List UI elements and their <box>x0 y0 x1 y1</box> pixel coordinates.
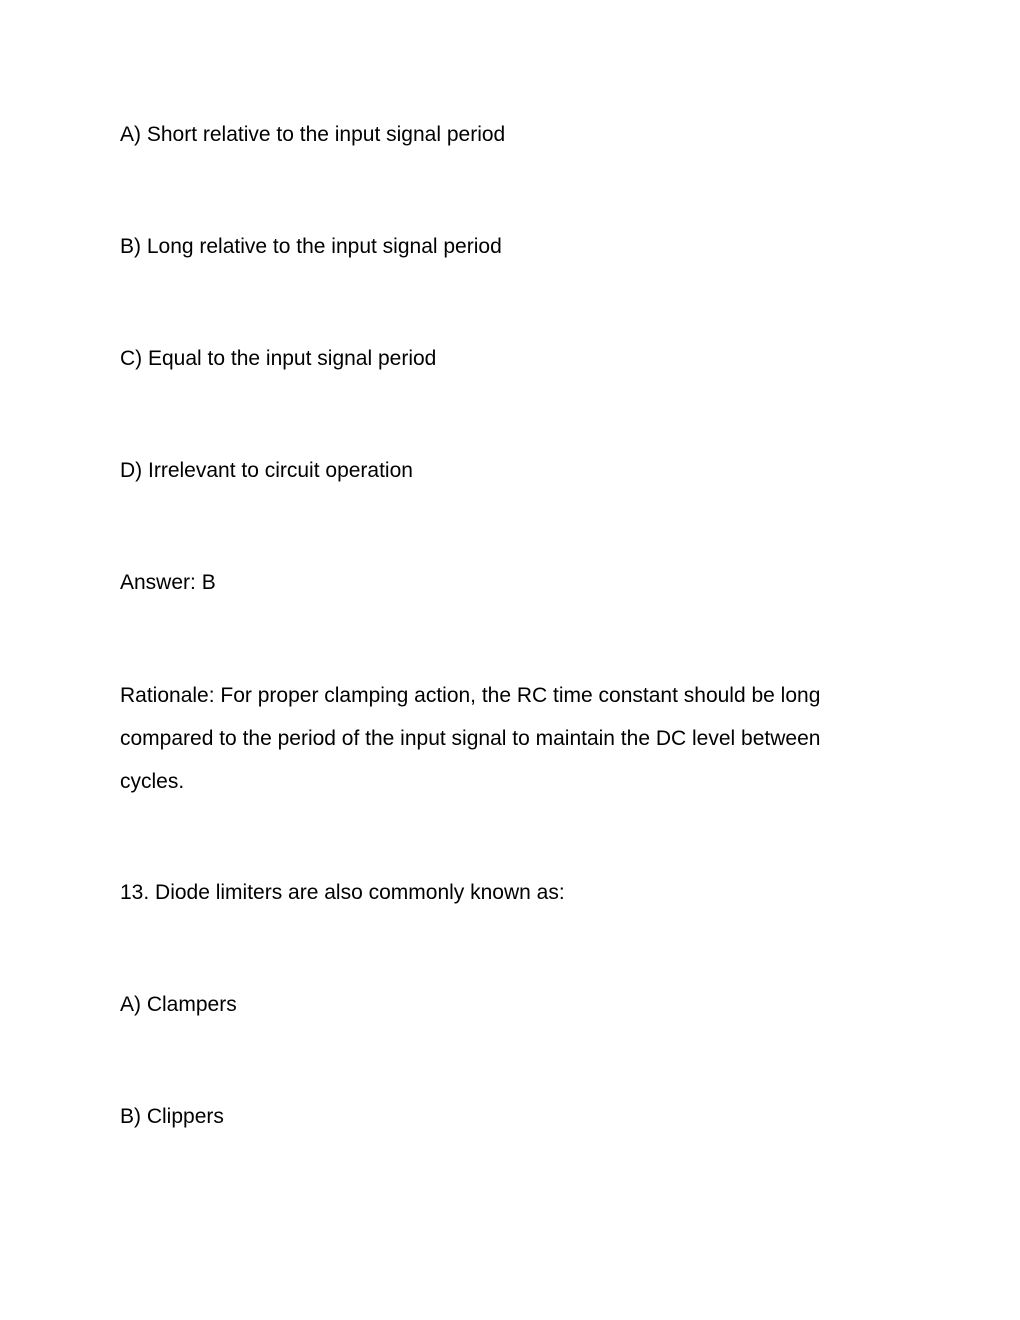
q13-option-a: A) Clampers <box>120 993 237 1016</box>
q12-option-c: C) Equal to the input signal period <box>120 347 437 370</box>
q12-rationale-line-1: Rationale: For proper clamping action, the RC time constant should be long <box>120 684 821 707</box>
q12-option-d: D) Irrelevant to circuit operation <box>120 459 413 482</box>
q12-rationale-line-3: cycles. <box>120 770 185 793</box>
q12-rationale <box>120 674 880 803</box>
q12-rationale-line-2: compared to the period of the input signal to maintain the DC level between <box>120 727 821 750</box>
q12-answer: Answer: B <box>120 571 216 594</box>
q13-option-b: B) Clippers <box>120 1105 224 1128</box>
q13-prompt: 13. Diode limiters are also commonly known as: <box>120 881 565 904</box>
q12-option-a: A) Short relative to the input signal period <box>120 123 506 146</box>
q12-option-b: B) Long relative to the input signal period <box>120 235 502 258</box>
